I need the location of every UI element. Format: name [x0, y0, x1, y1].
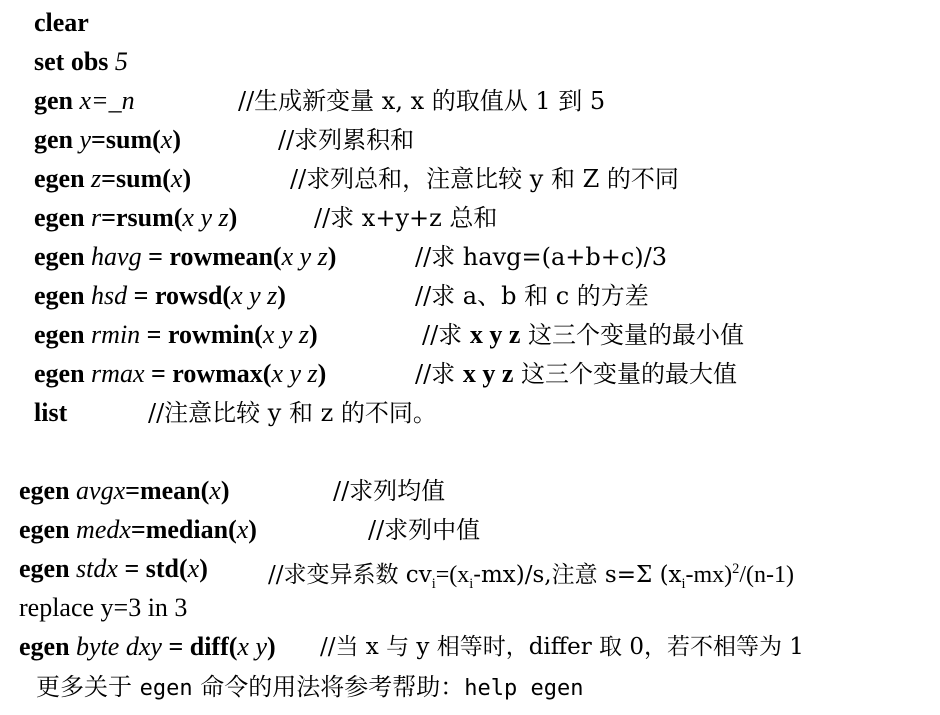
command-keyword: list — [34, 398, 68, 427]
code-comment: //注意比较 y 和 z 的不同。 — [148, 399, 437, 427]
help-note — [36, 672, 583, 704]
command-keyword: gen — [34, 125, 73, 154]
command-function: = rowmean( — [141, 242, 282, 271]
command-keyword: egen — [34, 164, 85, 193]
command-keyword: egen — [19, 632, 70, 661]
code-comment: //生成新变量 x, x 的取值从 1 到 5 — [238, 87, 606, 115]
command-variable: rmin — [91, 320, 141, 349]
command-keyword: set obs — [34, 47, 109, 76]
command-variable: rmax — [91, 359, 145, 388]
code-line-egen-avgx — [19, 476, 230, 506]
formula-superscript: 2 — [732, 561, 740, 577]
command-variable: avgx — [76, 476, 126, 505]
function-argument: x y z — [271, 359, 318, 388]
function-close: ) — [309, 320, 318, 349]
command-keyword: egen — [19, 515, 70, 544]
code-line-egen-rmin — [34, 320, 318, 350]
note-text: 更多关于 — [36, 673, 140, 701]
command-function: =median( — [130, 515, 237, 544]
command-keyword: egen — [19, 476, 70, 505]
function-argument: x y z — [281, 242, 328, 271]
code-comment — [422, 320, 744, 350]
command-keyword: gen — [34, 86, 73, 115]
function-argument: x — [209, 476, 221, 505]
code-comment: //求列中值 — [368, 516, 481, 544]
code-line-gen-x — [34, 86, 135, 116]
function-close: ) — [199, 554, 208, 583]
command-function: = rowmin( — [140, 320, 263, 349]
command-function: = diff( — [161, 632, 238, 661]
command-keyword: egen — [34, 281, 85, 310]
function-argument: x — [160, 125, 173, 154]
note-command: egen — [139, 676, 193, 701]
function-close: ) — [220, 476, 230, 505]
command-function: =sum( — [91, 125, 161, 154]
code-line-gen-y — [34, 125, 181, 155]
command-keyword: clear — [34, 8, 89, 37]
comment-prefix: //求 — [422, 321, 470, 349]
command-function: = rowsd( — [127, 281, 232, 310]
command-function: =mean( — [125, 476, 210, 505]
code-line-egen-dxy — [19, 632, 276, 662]
function-close: ) — [327, 242, 337, 271]
command-function: = rowmax( — [144, 359, 272, 388]
formula-part: -mx) — [685, 562, 733, 588]
code-comment: //求列总和，注意比较 y 和 Z 的不同 — [290, 165, 679, 193]
function-argument: x — [187, 554, 200, 583]
note-help-command: help egen — [464, 676, 584, 701]
command-keyword: egen — [34, 359, 85, 388]
formula-subscript: i — [431, 575, 436, 592]
command-keyword: egen — [34, 320, 85, 349]
code-comment: //求 havg=(a+b+c)/3 — [415, 243, 668, 271]
function-argument: x y z — [262, 320, 310, 349]
function-argument: x y z — [182, 203, 229, 232]
function-close: ) — [267, 632, 276, 661]
function-close: ) — [248, 515, 257, 544]
function-close: ) — [277, 281, 286, 310]
function-close: ) — [172, 125, 181, 154]
command-keyword: egen — [34, 203, 85, 232]
comment-text: //求变异系数 cv — [268, 562, 432, 588]
function-argument: x y — [237, 632, 268, 661]
command-variable: medx — [76, 515, 131, 544]
comment-prefix: //求 — [415, 360, 463, 388]
formula-subscript: i — [681, 575, 686, 592]
function-argument: x — [236, 515, 249, 544]
code-comment: //求 x+y+z 总和 — [314, 204, 498, 232]
code-line-egen-z — [34, 164, 191, 194]
comment-suffix: 这三个变量的最大值 — [513, 360, 737, 388]
code-line-egen-rmax — [34, 359, 326, 389]
command-function: =sum( — [101, 164, 171, 193]
command-variable: hsd — [91, 281, 128, 310]
formula-part: /(n-1) — [739, 562, 795, 588]
function-argument: x — [170, 164, 183, 193]
code-line-set-obs — [34, 47, 128, 77]
code-comment: //求 a、b 和 c 的方差 — [415, 282, 649, 310]
command-variable: y — [79, 125, 92, 154]
code-line-egen-r — [34, 203, 237, 233]
code-comment: //求列均值 — [333, 477, 446, 505]
command-variable: z — [91, 164, 102, 193]
command-keyword: egen — [34, 242, 85, 271]
command-function: =rsum( — [101, 203, 183, 232]
note-text: 命令的用法将参考帮助： — [192, 673, 465, 701]
formula-part: =(x — [435, 562, 470, 588]
code-comment: //求列累积和 — [278, 126, 415, 154]
code-line-egen-stdx — [19, 554, 208, 584]
command-keyword: egen — [19, 554, 70, 583]
code-comment — [415, 359, 737, 389]
formula-subscript: i — [469, 575, 474, 592]
function-close: ) — [317, 359, 327, 388]
code-line-egen-hsd — [34, 281, 286, 311]
function-close: ) — [182, 164, 192, 193]
comment-suffix: 这三个变量的最小值 — [520, 321, 744, 349]
code-line-egen-medx — [19, 515, 257, 545]
comment-variables: x y z — [462, 359, 514, 388]
comment-variables: x y z — [469, 320, 521, 349]
command-variable: stdx — [76, 554, 118, 583]
code-line-egen-havg — [34, 242, 336, 272]
code-line-list — [34, 398, 67, 428]
function-argument: x y z — [231, 281, 278, 310]
function-close: ) — [228, 203, 238, 232]
code-line-clear — [34, 8, 89, 38]
command-argument: 5 — [114, 47, 128, 76]
command-function: = std( — [117, 554, 188, 583]
formula-part: -mx)/s,注意 s=Σ (x — [473, 562, 682, 588]
command-argument: x=_n — [79, 86, 135, 115]
command-variable: r — [91, 203, 102, 232]
command-variable: byte dxy — [76, 632, 162, 661]
code-comment: //当 x 与 y 相等时，differ 取 0，若不相等为 1 — [320, 634, 804, 660]
code-line-replace: replace y=3 in 3 — [19, 593, 188, 622]
code-comment-formula — [268, 554, 794, 599]
command-variable: havg — [91, 242, 142, 271]
